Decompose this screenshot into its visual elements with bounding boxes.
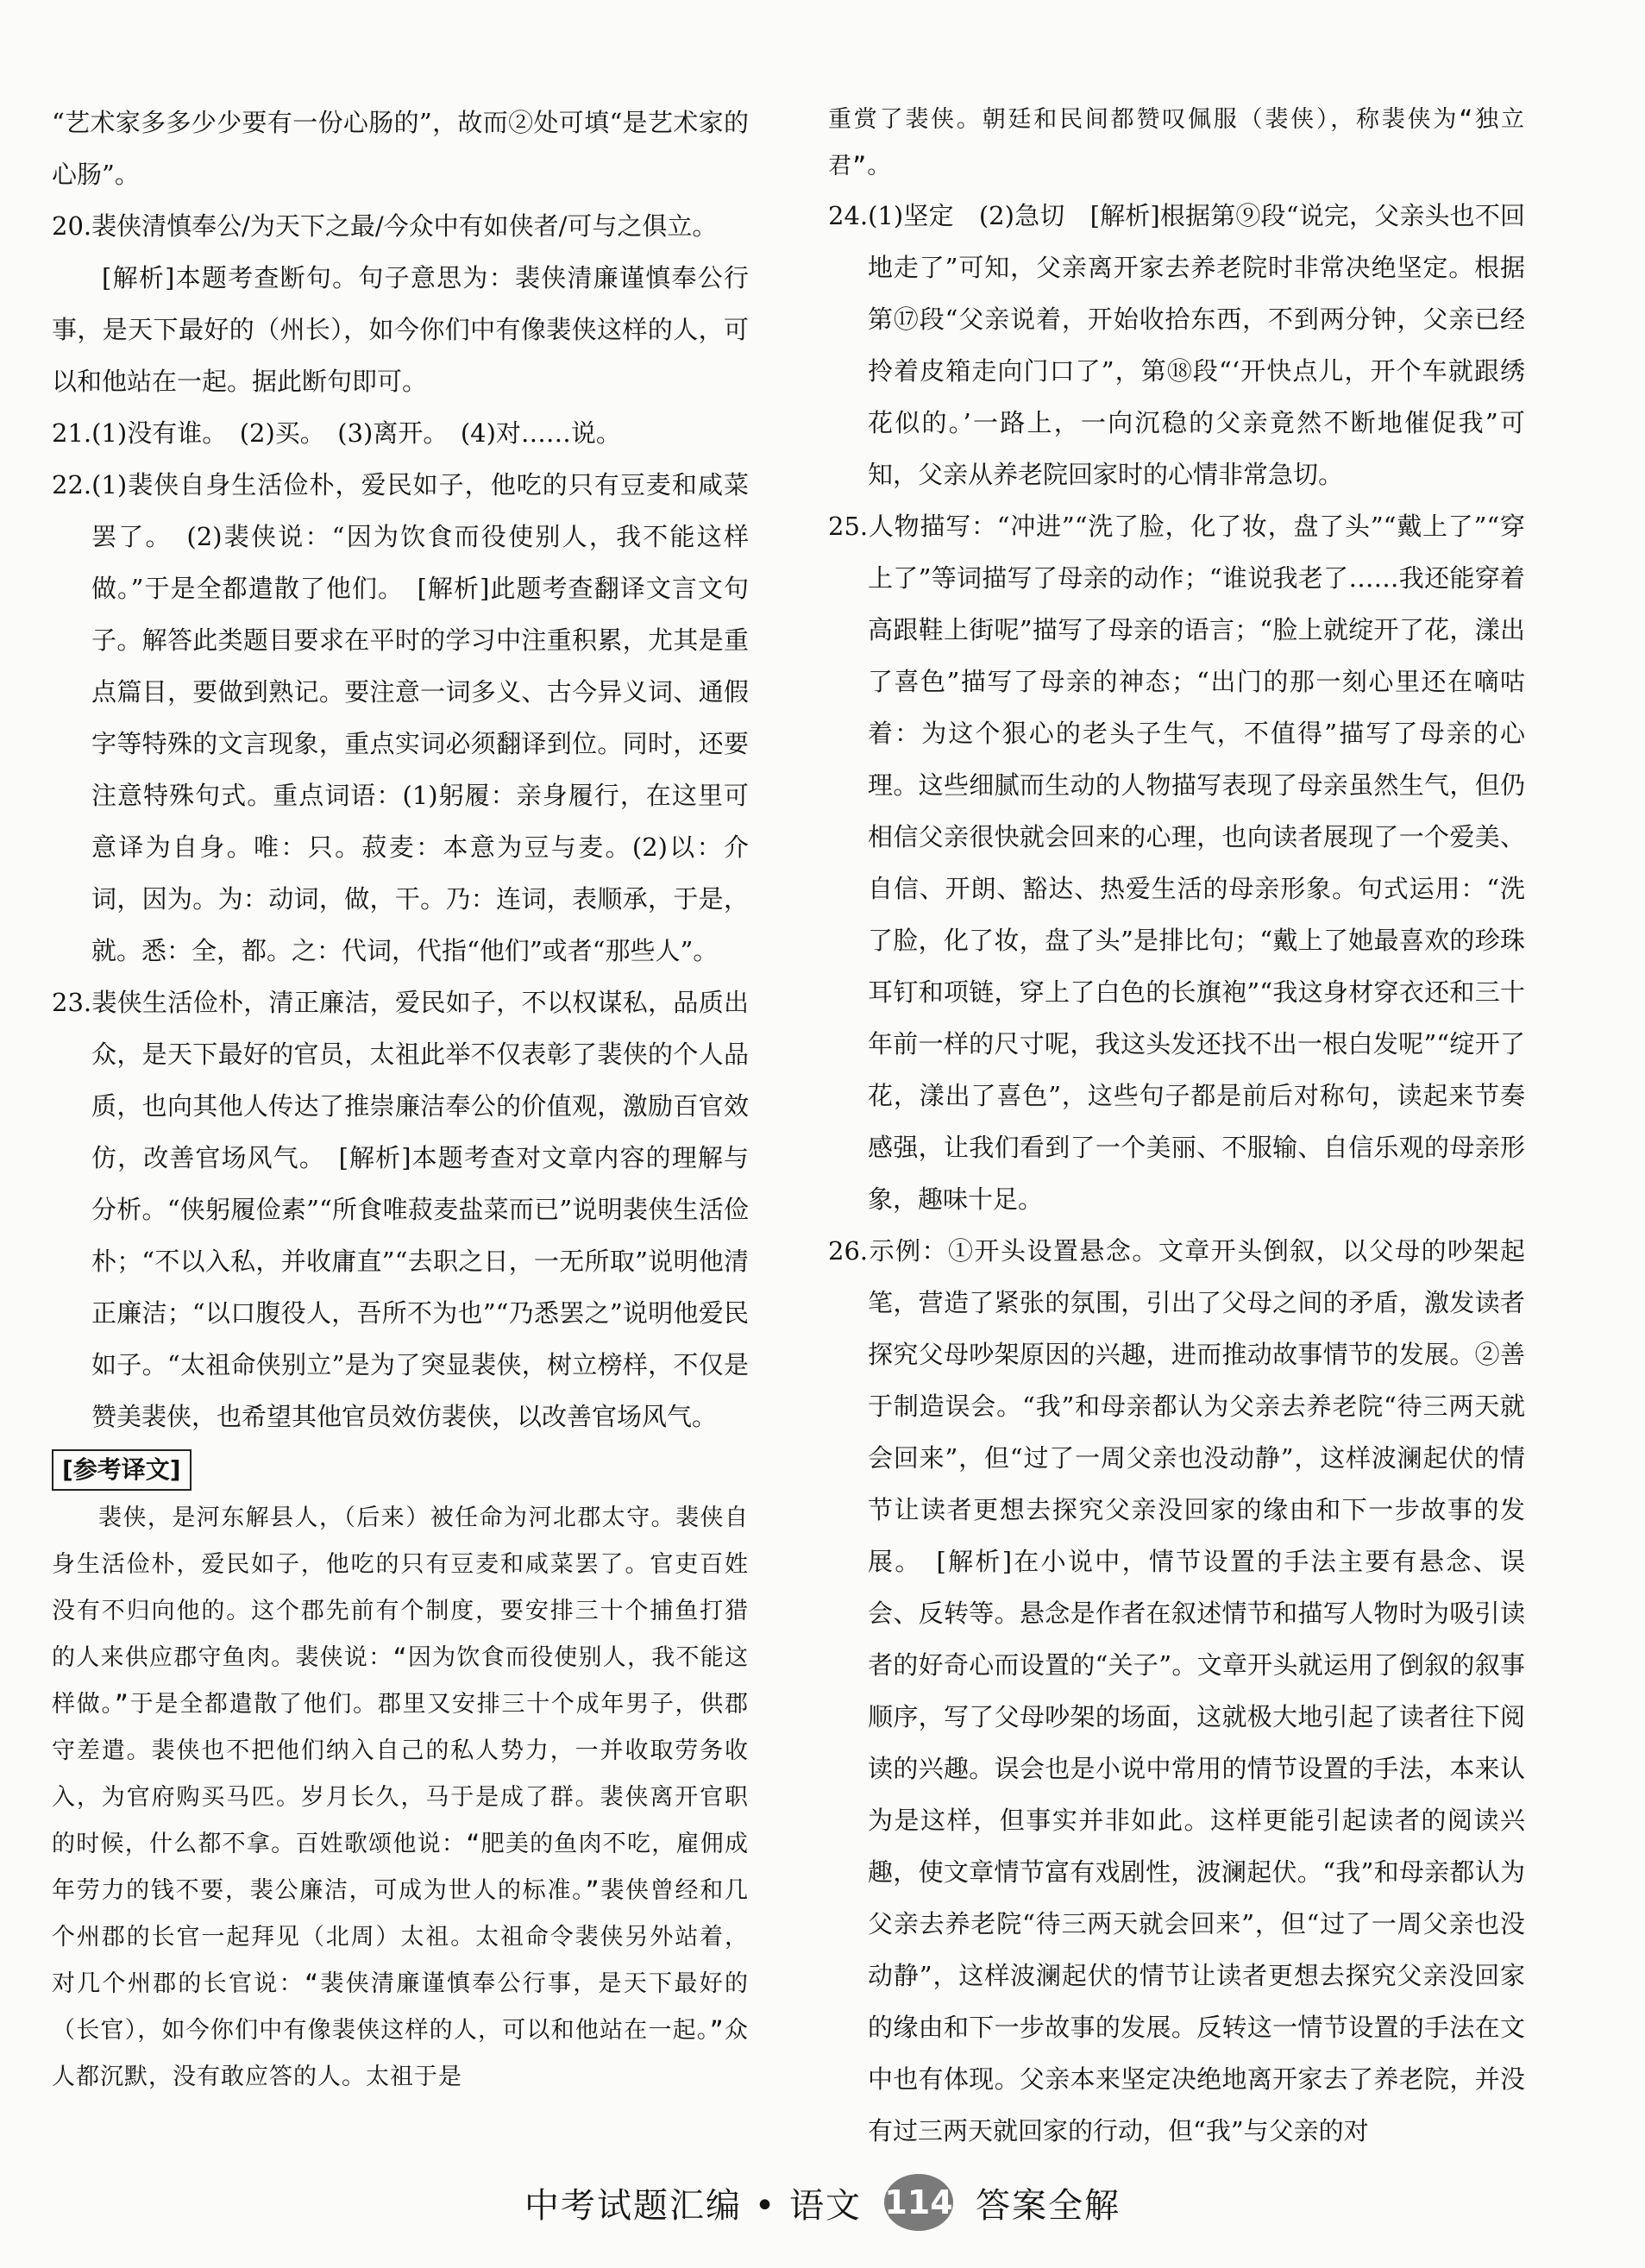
analysis-tag: [解析] <box>102 263 175 292</box>
q22-answer: 22.(1)裴侠自身生活俭朴，爱民如子，他吃的只有豆麦和咸菜罢了。 (2)裴侠说：“因为饮食而役使别人，我不能这样做。”于是全都遣散了他们。 [解析]此题考查翻译文言文句子。解答此类题目要求在平时的学习中注重积累，尤其是重点篇目，要做到熟记。要注意一词多义、古今异义词、通假字等特殊的文言现象，重点实词必须翻译到位。同时，还要注意特殊句式。重点词语：(1)躬履：亲身履行，在这里可意译为自身。唯：只。菽麦：本意为豆与麦。(2)以：介词，因为。为：动词，做，干。乃：连词，表顺承，于是，就。悉：全，都。之：代词，代指“他们”或者“那些人”。 <box>52 470 749 965</box>
analysis-tag: [解析] <box>338 1143 411 1172</box>
page-number-badge: 114 <box>884 2174 953 2231</box>
left-column <box>52 97 749 2101</box>
analysis-tag: [解析] <box>1089 201 1160 230</box>
footer-subtitle: 答案全解 <box>976 2185 1121 2226</box>
q20-analysis: [解析]本题考查断句。句子意思为：裴侠清廉谨慎奉公行事，是天下最好的（州长），如今你们中有像裴侠这样的人，可以和他站在一起。据此断句即可。 <box>52 263 749 396</box>
q24-answer: 24.(1)坚定 (2)急切 [解析]根据第⑨段“说完，父亲头也不回地走了”可知，父亲离开家去养老院时非常决绝坚定。根据第⑰段“父亲说着，开始收拾东西，不到两分钟，父亲已经拎着皮箱走向门口了”，第⑱段“‘开快点儿，开个车就跟绣花似的。’一路上，一向沉稳的父亲竟然不断地催促我”可知，父亲从养老院回家时的心情非常急切。 <box>828 201 1525 489</box>
analysis-tag: [解析] <box>936 1547 1013 1576</box>
q20-answer: 20.裴侠清慎奉公/为天下之最/今众中有如侠者/可与之俱立。 <box>52 211 718 241</box>
reference-translation: 裴侠，是河东解县人，（后来）被任命为河北郡太守。裴侠自身生活俭朴，爱民如子，他吃的只有豆麦和咸菜罢了。官吏百姓没有不归向他的。这个郡先前有个制度，要安排三十个捕鱼打猎的人来供应郡守鱼肉。裴侠说：“因为饮食而役使别人，我不能这样做。”于是全都遣散了他们。郡里又安排三十个成年男子，供郡守差遣。裴侠也不把他们纳入自己的私人势力，一并收取劳务收入，为官府购买马匹。岁月长久，马于是成了群。裴侠离开官职的时候，什么都不拿。百姓歌颂他说：“肥美的鱼肉不吃，雇佣成年劳力的钱不要，裴公廉洁，可成为世人的标准。”裴侠曾经和几个州郡的长官一起拜见（北周）太祖。太祖命令裴侠另外站着，对几个州郡的长官说：“裴侠清廉谨慎奉公行事，是天下最好的（长官），如今你们中有像裴侠这样的人，可以和他站在一起。”众人都沉默，没有敢应答的人。太祖于是 <box>52 1505 749 2090</box>
reference-translation-heading: [参考译文] <box>52 1449 191 1491</box>
q25-answer: 25.人物描写：“冲进”“洗了脸，化了妆，盘了头”“戴上了”“穿上了”等词描写了母亲的动作；“谁说我老了……我还能穿着高跟鞋上街呢”描写了母亲的语言；“脸上就绽开了花，漾出了喜色”描写了母亲的神态；“出门的那一刻心里还在嘀咕着：为这个狠心的老头子生气，不值得”描写了母亲的心理。这些细腻而生动的人物描写表现了母亲虽然生气，但仍相信父亲很快就会回来的心理，也向读者展现了一个爱美、自信、开朗、豁达、热爱生活的母亲形象。句式运用：“洗了脸，化了妆，盘了头”是排比句；“戴上了她最喜欢的珍珠耳钉和项链，穿上了白色的长旗袍”“我这身材穿衣还和三十年前一样的尺寸呢，我这头发还找不出一根白发呢”“绽开了花，漾出了喜色”，这些句子都是前后对称句，读起来节奏感强，让我们看到了一个美丽、不服输、自信乐观的母亲形象，趣味十足。 <box>828 512 1525 1214</box>
book-title: 中考试题汇编 • 语文 <box>524 2185 863 2226</box>
analysis-tag: [解析] <box>417 574 490 603</box>
q19-continuation: “艺术家多多少少要有一份心肠的”，故而②处可填“是艺术家的心肠”。 <box>52 108 749 189</box>
q26-answer: 26.示例：①开头设置悬念。文章开头倒叙，以父母的吵架起笔，营造了紧张的氛围，引出了父母之间的矛盾，激发读者探究父母吵架原因的兴趣，进而推动故事情节的发展。②善于制造误会。“我”和母亲都认为父亲去养老院“待三两天就会回来”，但“过了一周父亲也没动静”，这样波澜起伏的情节让读者更想去探究父亲没回家的缘由和下一步故事的发展。 [解析]在小说中，情节设置的手法主要有悬念、误会、反转等。悬念是作者在叙述情节和描写人物时为吸引读者的好奇心而设置的“关子”。文章开头就运用了倒叙的叙事顺序，写了父母吵架的场面，这就极大地引起了读者往下阅读的兴趣。误会也是小说中常用的情节设置的手法，本来认为是这样，但事实并非如此。这样更能引起读者的阅读兴趣，使文章情节富有戏剧性，波澜起伏。“我”和母亲都认为父亲去养老院“待三两天就会回来”，但“过了一周父亲也没动静”，这样波澜起伏的情节让读者更想去探究父亲没回家的缘由和下一步故事的发展。反转这一情节设置的手法在文中也有体现。父亲本来坚定决绝地离开家去了养老院，并没有过三两天就回家的行动，但“我”与父亲的对 <box>828 1236 1525 2145</box>
page-footer <box>0 2174 1645 2231</box>
q21-answer: 21.(1)没有谁。 (2)买。 (3)离开。 (4)对……说。 <box>52 418 621 448</box>
reference-translation-continued: 重赏了裴侠。朝廷和民间都赞叹佩服（裴侠），称裴侠为“独立君”。 <box>828 106 1525 179</box>
q23-answer: 23.裴侠生活俭朴，清正廉洁，爱民如子，不以权谋私，品质出众，是天下最好的官员，太祖此举不仅表彰了裴侠的个人品质，也向其他人传达了推崇廉洁奉公的价值观，激励百官效仿，改善官场风气。 [解析]本题考查对文章内容的理解与分析。“侠躬履俭素”“所食唯菽麦盐菜而已”说明裴侠生活俭朴；“不以入私，并收庸直”“去职之日，一无所取”说明他清正廉洁；“以口腹役人，吾所不为也”“乃悉罢之”说明他爱民如子。“太祖命侠别立”是为了突显裴侠，树立榜样，不仅是赞美裴侠，也希望其他官员效仿裴侠，以改善官场风气。 <box>52 988 749 1431</box>
right-column <box>828 97 1525 2157</box>
